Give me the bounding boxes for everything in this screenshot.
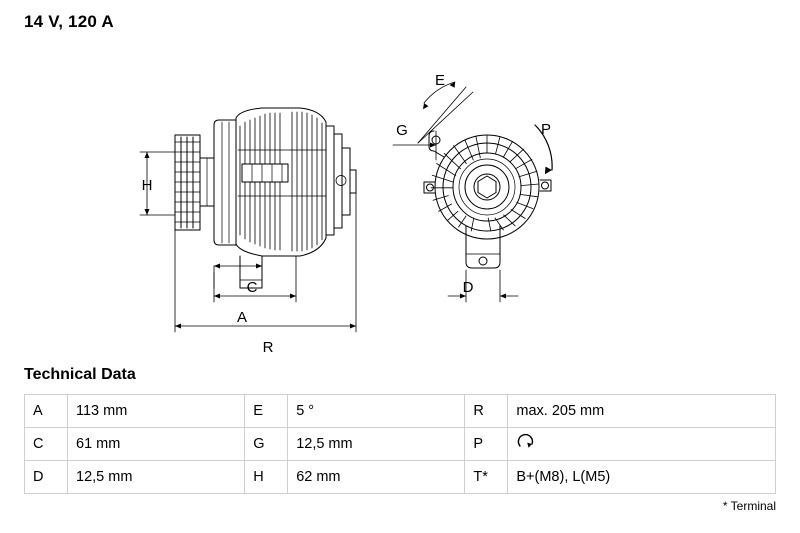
- cell-key-D: D: [25, 461, 68, 494]
- front-housing: [214, 120, 236, 245]
- table-row: [25, 461, 776, 494]
- technical-data-heading: Technical Data: [24, 366, 136, 383]
- dimension-R: [175, 193, 356, 332]
- label-D: D: [462, 279, 474, 296]
- cell-key-H: H: [245, 461, 288, 494]
- table-row: [25, 395, 776, 428]
- cell-value-E: 5 °: [288, 395, 465, 428]
- label-R: R: [262, 339, 274, 356]
- cell-value-D: 12,5 mm: [68, 461, 245, 494]
- cell-key-R: R: [465, 395, 508, 428]
- label-E: E: [434, 72, 446, 89]
- cell-value-P: [508, 428, 776, 461]
- pulley-group: [175, 135, 200, 230]
- label-P: P: [540, 121, 552, 138]
- dimension-E: [418, 82, 473, 143]
- cell-value-T: B+(M8), L(M5): [508, 461, 776, 494]
- cell-value-H: 62 mm: [288, 461, 465, 494]
- rotation-arrow-icon: [516, 433, 538, 455]
- label-A: A: [236, 309, 248, 326]
- terminal-footnote: * Terminal: [722, 499, 776, 513]
- cell-value-C: 61 mm: [68, 428, 245, 461]
- alternator-technical-drawing: [0, 30, 800, 360]
- cell-value-A: 113 mm: [68, 395, 245, 428]
- cell-key-A: A: [25, 395, 68, 428]
- dimension-D: [448, 270, 518, 302]
- table-row: [25, 428, 776, 461]
- cell-key-E: E: [245, 395, 288, 428]
- cell-key-C: C: [25, 428, 68, 461]
- label-G: G: [396, 122, 408, 139]
- cell-value-R: max. 205 mm: [508, 395, 776, 428]
- cell-key-T: T*: [465, 461, 508, 494]
- label-H: H: [141, 177, 153, 194]
- page-title: 14 V, 120 A: [24, 12, 114, 31]
- technical-data-table: [24, 394, 776, 494]
- front-view: [424, 131, 551, 268]
- cell-key-G: G: [245, 428, 288, 461]
- cell-value-G: 12,5 mm: [288, 428, 465, 461]
- cell-key-P: P: [465, 428, 508, 461]
- rear-cap: [326, 126, 356, 235]
- stator-body: [236, 108, 326, 256]
- label-C: C: [246, 279, 258, 296]
